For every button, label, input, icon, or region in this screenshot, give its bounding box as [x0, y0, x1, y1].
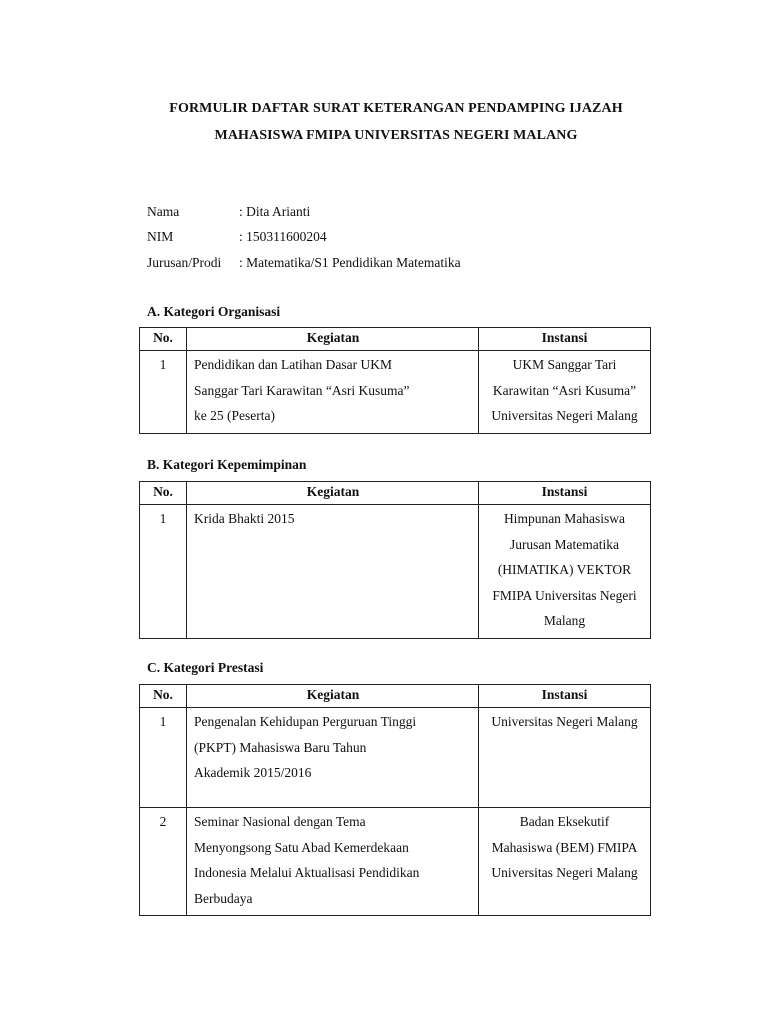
instansi-line: UKM Sanggar Tari — [512, 357, 617, 372]
table-header-row — [140, 482, 651, 505]
section-c-table — [139, 684, 651, 916]
nim-value: : 150311600204 — [239, 229, 327, 244]
kegiatan-line: Seminar Nasional dengan Tema — [194, 814, 366, 829]
header-no: No. — [140, 328, 187, 351]
header-no: No. — [140, 482, 187, 505]
section-b-table — [139, 481, 651, 639]
table-header-row — [140, 328, 651, 351]
row-kegiatan — [187, 808, 479, 916]
instansi-line: (HIMATIKA) VEKTOR — [497, 562, 632, 577]
kegiatan-line: Krida Bhakti 2015 — [194, 511, 295, 526]
row-kegiatan — [187, 505, 479, 639]
table-row — [140, 708, 651, 808]
prodi-value: : Matematika/S1 Pendidikan Matematika — [239, 255, 461, 270]
instansi-line: Mahasiswa (BEM) FMIPA — [491, 839, 638, 855]
kegiatan-line: (PKPT) Mahasiswa Baru Tahun — [194, 739, 367, 755]
kegiatan-line: Pendidikan dan Latihan Dasar UKM — [194, 357, 392, 372]
kegiatan-line: Pengenalan Kehidupan Perguruan Tinggi — [194, 714, 417, 729]
row-no: 2 — [140, 808, 187, 916]
kegiatan-line: Berbudaya — [194, 890, 253, 906]
row-kegiatan — [187, 708, 479, 808]
nim-label: NIM — [147, 229, 174, 244]
instansi-line: Karawitan “Asri Kusuma” — [492, 382, 637, 398]
kegiatan-line: Indonesia Melalui Aktualisasi Pendidikan — [194, 865, 420, 880]
form-title-line-1: FORMULIR DAFTAR SURAT KETERANGAN PENDAMPING IJAZAH — [169, 101, 623, 116]
row-kegiatan — [187, 351, 479, 434]
row-no: 1 — [140, 505, 187, 639]
section-a-title: A. Kategori Organisasi — [147, 304, 281, 319]
kegiatan-line: Akademik 2015/2016 — [194, 765, 312, 780]
instansi-line: Universitas Negeri Malang — [491, 865, 638, 880]
table-row — [140, 351, 651, 434]
instansi-line: Jurusan Matematika — [509, 536, 620, 552]
prodi-label: Jurusan/Prodi — [147, 255, 222, 270]
kegiatan-line: ke 25 (Peserta) — [194, 408, 275, 423]
table-header-row — [140, 685, 651, 708]
section-b-title: B. Kategori Kepemimpinan — [147, 457, 307, 472]
row-no: 1 — [140, 708, 187, 808]
table-row — [140, 505, 651, 639]
form-title-line-2: MAHASISWA FMIPA UNIVERSITAS NEGERI MALANG — [214, 128, 578, 143]
row-instansi — [479, 351, 651, 434]
row-instansi — [479, 708, 651, 808]
header-kegiatan: Kegiatan — [187, 685, 479, 708]
instansi-line: Malang — [543, 613, 586, 628]
header-no: No. — [140, 685, 187, 708]
row-no: 1 — [140, 351, 187, 434]
header-kegiatan: Kegiatan — [187, 328, 479, 351]
kegiatan-line: Sanggar Tari Karawitan “Asri Kusuma” — [194, 382, 410, 398]
name-label: Nama — [147, 204, 180, 219]
instansi-line: Himpunan Mahasiswa — [503, 511, 626, 526]
table-row — [140, 808, 651, 916]
kegiatan-line: Menyongsong Satu Abad Kemerdekaan — [194, 839, 409, 855]
instansi-line: FMIPA Universitas Negeri — [492, 587, 637, 603]
row-instansi — [479, 808, 651, 916]
name-value: : Dita Arianti — [239, 204, 311, 219]
section-a-table — [139, 327, 651, 434]
instansi-line: Universitas Negeri Malang — [491, 714, 638, 729]
row-instansi — [479, 505, 651, 639]
instansi-line: Universitas Negeri Malang — [491, 408, 638, 423]
header-kegiatan: Kegiatan — [187, 482, 479, 505]
header-instansi: Instansi — [479, 328, 651, 351]
header-instansi: Instansi — [479, 482, 651, 505]
header-instansi: Instansi — [479, 685, 651, 708]
section-c-title: C. Kategori Prestasi — [147, 660, 264, 675]
instansi-line: Badan Eksekutif — [519, 814, 610, 829]
